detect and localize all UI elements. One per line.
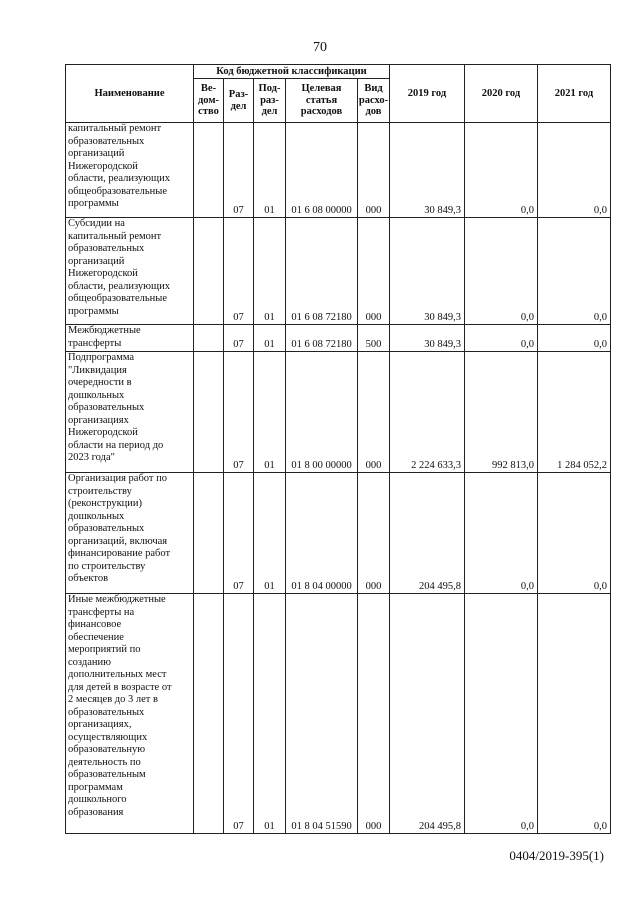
row-name: капитальный ремонт образовательных организаций Нижегородской области, реализующих общеобразовательные программы (68, 123, 170, 209)
header-2020: 2020 год (465, 65, 538, 123)
row-target: 01 6 08 72180 (286, 325, 358, 352)
table-row (66, 473, 611, 594)
row-name: Иные межбюджетные трансферты на финансовое обеспечение мероприятий по созданию дополнительных мест для детей в возрасте от 2 месяцев до 3 лет в образовательных организациях, осуществляющих образовательную деятельность по образовательным программам дошкольного образования (68, 594, 172, 818)
header-target: Целевая статья расходов (300, 83, 343, 118)
table-row (66, 123, 611, 218)
row-razdel: 07 (224, 218, 254, 325)
row-2021: 0,0 (538, 325, 611, 352)
header-budget-code: Код бюджетной классификации (194, 65, 390, 79)
row-ved (194, 123, 224, 218)
document-code: 0404/2019-395(1) (509, 848, 604, 863)
table-row (66, 352, 611, 473)
row-2021: 0,0 (538, 123, 611, 218)
row-razdel: 07 (224, 352, 254, 473)
header-2021: 2021 год (538, 65, 611, 123)
page-number: 70 (313, 40, 327, 55)
row-2021: 1 284 052,2 (538, 352, 611, 473)
row-2019: 2 224 633,3 (390, 352, 465, 473)
row-podrazdel: 01 (254, 352, 286, 473)
row-name: Межбюджетные трансферты (68, 325, 141, 349)
row-2019: 204 495,8 (390, 473, 465, 594)
row-2019: 204 495,8 (390, 594, 465, 834)
row-target: 01 8 04 51590 (286, 594, 358, 834)
row-2021: 0,0 (538, 218, 611, 325)
row-vid: 000 (358, 594, 390, 834)
header-2019: 2019 год (390, 65, 465, 123)
row-podrazdel: 01 (254, 594, 286, 834)
budget-table (65, 64, 611, 834)
row-ved (194, 352, 224, 473)
row-2021: 0,0 (538, 473, 611, 594)
row-target: 01 6 08 72180 (286, 218, 358, 325)
row-ved (194, 218, 224, 325)
row-vid: 000 (358, 352, 390, 473)
row-2020: 0,0 (465, 218, 538, 325)
header-podrazdel: Под- раз- дел (258, 83, 281, 118)
row-2020: 992 813,0 (465, 352, 538, 473)
row-2020: 0,0 (465, 594, 538, 834)
row-vid: 000 (358, 218, 390, 325)
table-row (66, 218, 611, 325)
row-2019: 30 849,3 (390, 325, 465, 352)
row-target: 01 8 00 00000 (286, 352, 358, 473)
row-ved (194, 594, 224, 834)
header-vid: Вид расхо- дов (358, 83, 389, 118)
row-2019: 30 849,3 (390, 123, 465, 218)
header-name: Наименование (66, 65, 194, 123)
row-ved (194, 325, 224, 352)
table-row (66, 594, 611, 834)
row-razdel: 07 (224, 325, 254, 352)
row-ved (194, 473, 224, 594)
row-razdel: 07 (224, 123, 254, 218)
row-2020: 0,0 (465, 123, 538, 218)
header-razdel: Раз- дел (228, 89, 249, 112)
row-vid: 000 (358, 473, 390, 594)
row-podrazdel: 01 (254, 218, 286, 325)
row-target: 01 6 08 00000 (286, 123, 358, 218)
row-vid: 500 (358, 325, 390, 352)
row-target: 01 8 04 00000 (286, 473, 358, 594)
table-body (66, 123, 611, 834)
row-podrazdel: 01 (254, 473, 286, 594)
row-2019: 30 849,3 (390, 218, 465, 325)
row-razdel: 07 (224, 473, 254, 594)
row-podrazdel: 01 (254, 123, 286, 218)
row-razdel: 07 (224, 594, 254, 834)
row-2020: 0,0 (465, 325, 538, 352)
row-vid: 000 (358, 123, 390, 218)
row-name: Подпрограмма "Ликвидация очередности в дошкольных образовательных организациях Нижегородской области на период до 2023 года" (68, 352, 164, 463)
row-2021: 0,0 (538, 594, 611, 834)
row-name: Субсидии на капитальный ремонт образовательных организаций Нижегородской области, реализующих общеобразовательные программы (68, 218, 170, 317)
header-ved: Ве- дом- ство (197, 83, 219, 118)
table-row (66, 325, 611, 352)
row-name: Организация работ по строительству (реконструкции) дошкольных образовательных организаций, включая финансирование работ по строительству объектов (68, 473, 171, 584)
row-2020: 0,0 (465, 473, 538, 594)
row-podrazdel: 01 (254, 325, 286, 352)
